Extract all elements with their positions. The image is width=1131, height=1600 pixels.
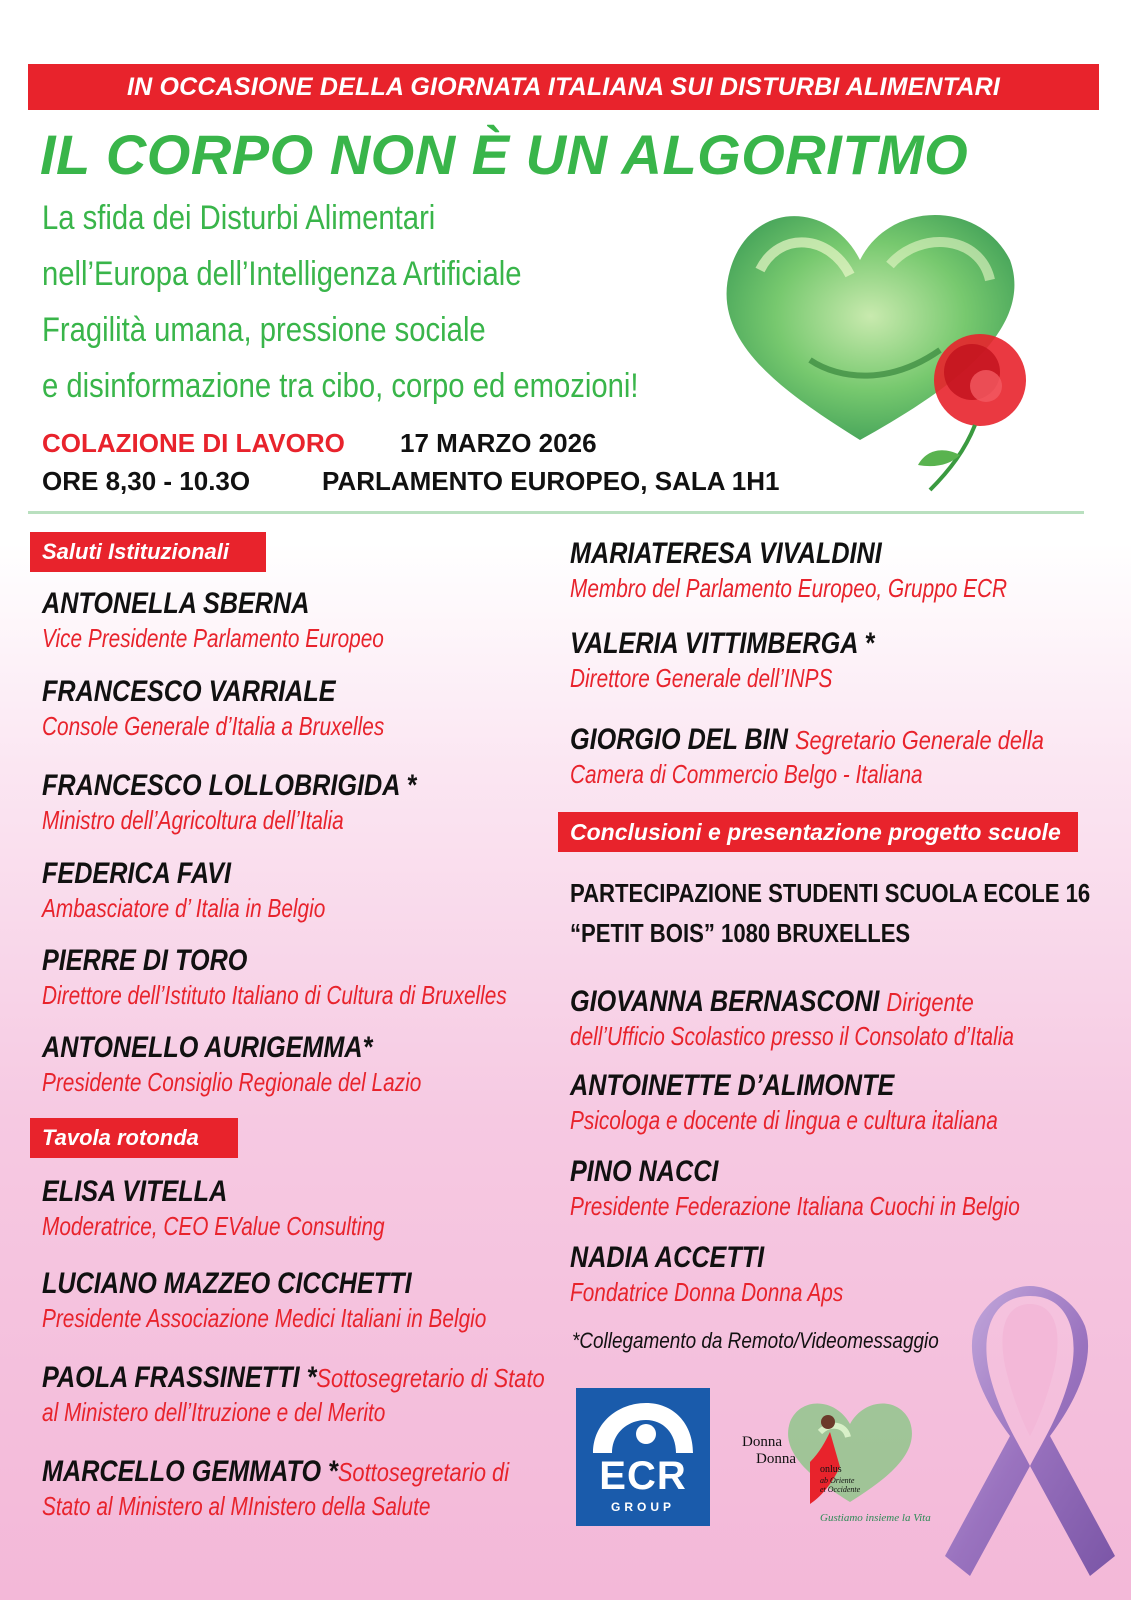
speaker-role: Console Generale d’Italia a Bruxelles [42,711,385,741]
speaker-favi [42,856,582,924]
students-line-1: PARTECIPAZIONE STUDENTI SCUOLA ECOLE 16 [570,878,1091,908]
speaker-name: FEDERICA FAVI [42,857,232,890]
donna-donna-onlus: onlus [820,1464,842,1475]
speaker-lollobrigida [42,768,582,836]
lion-icon [588,1398,698,1456]
ecr-text: ECR [599,1454,687,1498]
speaker-name [42,1454,510,1490]
donna-donna-tagline [820,1476,860,1494]
speaker-role-inline: Sottosegretario di Stato [316,1363,545,1393]
subtitle-line-4: e disinformazione tra cibo, corpo ed emozioni! [42,367,639,405]
main-title: IL CORPO NON È UN ALGORITMO [40,123,969,186]
speaker-role: Psicologa e docente di lingua e cultura italiana [570,1105,998,1135]
students-line-2: “PETIT BOIS” 1080 BRUXELLES [570,918,911,948]
speaker-frassinetti [42,1360,582,1428]
donna-donna-line-2: Donna [756,1451,796,1467]
event-place: PARLAMENTO EUROPEO, SALA 1H1 [322,466,780,496]
speaker-role-inline: Dirigente [886,987,974,1017]
speaker-name-text: GIOVANNA BERNASCONI [570,985,880,1018]
speaker-name-text: MARCELLO GEMMATO * [42,1455,338,1488]
speaker-role: Presidente Federazione Italiana Cuochi in Belgio [570,1191,1020,1221]
subtitle-line-3: Fragilità umana, pressione sociale [42,311,486,349]
speaker-name: LUCIANO MAZZEO CICCHETTI [42,1267,412,1300]
purple-ribbon-icon [940,1286,1120,1586]
event-time: ORE 8,30 - 10.3O [42,466,251,496]
speaker-di-toro [42,943,582,1011]
speaker-name-text: PAOLA FRASSINETTI * [42,1361,317,1394]
donna-donna-line-1: Donna [742,1434,782,1450]
speaker-vitella [42,1174,582,1242]
speaker-cicchetti [42,1266,582,1334]
speaker-role: Fondatrice Donna Donna Aps [570,1277,844,1307]
speaker-name-text: GIORGIO DEL BIN [570,723,788,756]
divider [28,511,1084,514]
event-type: COLAZIONE DI LAVORO [42,428,345,458]
speaker-role: Ambasciatore d’ Italia in Belgio [42,893,326,923]
speaker-name: NADIA ACCETTI [570,1241,765,1274]
donna-donna-slogan: Gustiamo insieme la Vita [820,1512,931,1524]
speaker-role: Presidente Consiglio Regionale del Lazio [42,1067,422,1097]
speaker-role: Stato al Ministero al MInistero della Salute [42,1491,431,1521]
speaker-role: Camera di Commercio Belgo - Italiana [570,759,923,789]
speaker-role-inline: Sottosegretario di [337,1457,510,1487]
speaker-sberna [42,586,582,654]
speaker-role-inline: Segretario Generale della [794,725,1044,755]
section-conclusioni: Conclusioni e presentazione progetto scuole [558,812,1078,852]
speaker-del-bin [570,722,1110,790]
speaker-vivaldini [570,536,1110,604]
donna-donna-tag-2: et Occidente [820,1485,861,1494]
speaker-name: ANTONELLA SBERNA [42,587,310,620]
speaker-bernasconi [570,984,1110,1052]
speaker-role: al Ministero dell’Itruzione e del Merito [42,1397,386,1427]
subtitle-line-1: La sfida dei Disturbi Alimentari [42,199,436,237]
ecr-group-text: GROUP [610,1500,675,1514]
speaker-d-alimonte [570,1068,1110,1136]
donna-donna-tag-1: ab Oriente [820,1476,855,1485]
subtitle-line-2: nell’Europa dell’Intelligenza Artificiale [42,255,522,293]
speaker-nacci [570,1154,1110,1222]
event-date: 17 MARZO 2026 [400,428,597,458]
speaker-name [570,722,1044,758]
remote-note: *Collegamento da Remoto/Videomessaggio [572,1328,939,1353]
speaker-name: FRANCESCO LOLLOBRIGIDA * [42,769,417,802]
speaker-role: Ministro dell’Agricoltura dell’Italia [42,805,344,835]
donna-donna-name [742,1434,796,1468]
speaker-vittimberga [570,626,1110,694]
speaker-role: dell’Ufficio Scolastico presso il Consolato d’Italia [570,1021,1014,1051]
speaker-role: Membro del Parlamento Europeo, Gruppo ECR [570,573,1008,603]
heart-rose-illustration [690,180,1070,500]
speaker-name: VALERIA VITTIMBERGA * [570,627,875,660]
speaker-role: Direttore dell’Istituto Italiano di Cultura di Bruxelles [42,980,507,1010]
section-saluti: Saluti Istituzionali [30,532,266,572]
speaker-name: ANTOINETTE D’ALIMONTE [570,1069,895,1102]
speaker-name: FRANCESCO VARRIALE [42,675,336,708]
speaker-role: Vice Presidente Parlamento Europeo [42,623,384,653]
top-banner: IN OCCASIONE DELLA GIORNATA ITALIANA SUI DISTURBI ALIMENTARI [28,64,1099,110]
speaker-role: Presidente Associazione Medici Italiani in Belgio [42,1303,487,1333]
ecr-group-logo [576,1388,710,1526]
speaker-name: PINO NACCI [570,1155,719,1188]
speaker-varriale [42,674,582,742]
speaker-name: PIERRE DI TORO [42,944,248,977]
speaker-role: Direttore Generale dell’INPS [570,663,833,693]
speaker-name [570,984,1024,1020]
speaker-gemmato [42,1454,582,1522]
speaker-name: MARIATERESA VIVALDINI [570,537,882,570]
speaker-name: ELISA VITELLA [42,1175,228,1208]
speaker-name: ANTONELLO AURIGEMMA* [42,1031,373,1064]
speaker-aurigemma [42,1030,582,1098]
speaker-name [42,1360,545,1396]
section-tavola: Tavola rotonda [30,1118,238,1158]
speaker-role: Moderatrice, CEO EValue Consulting [42,1211,385,1241]
